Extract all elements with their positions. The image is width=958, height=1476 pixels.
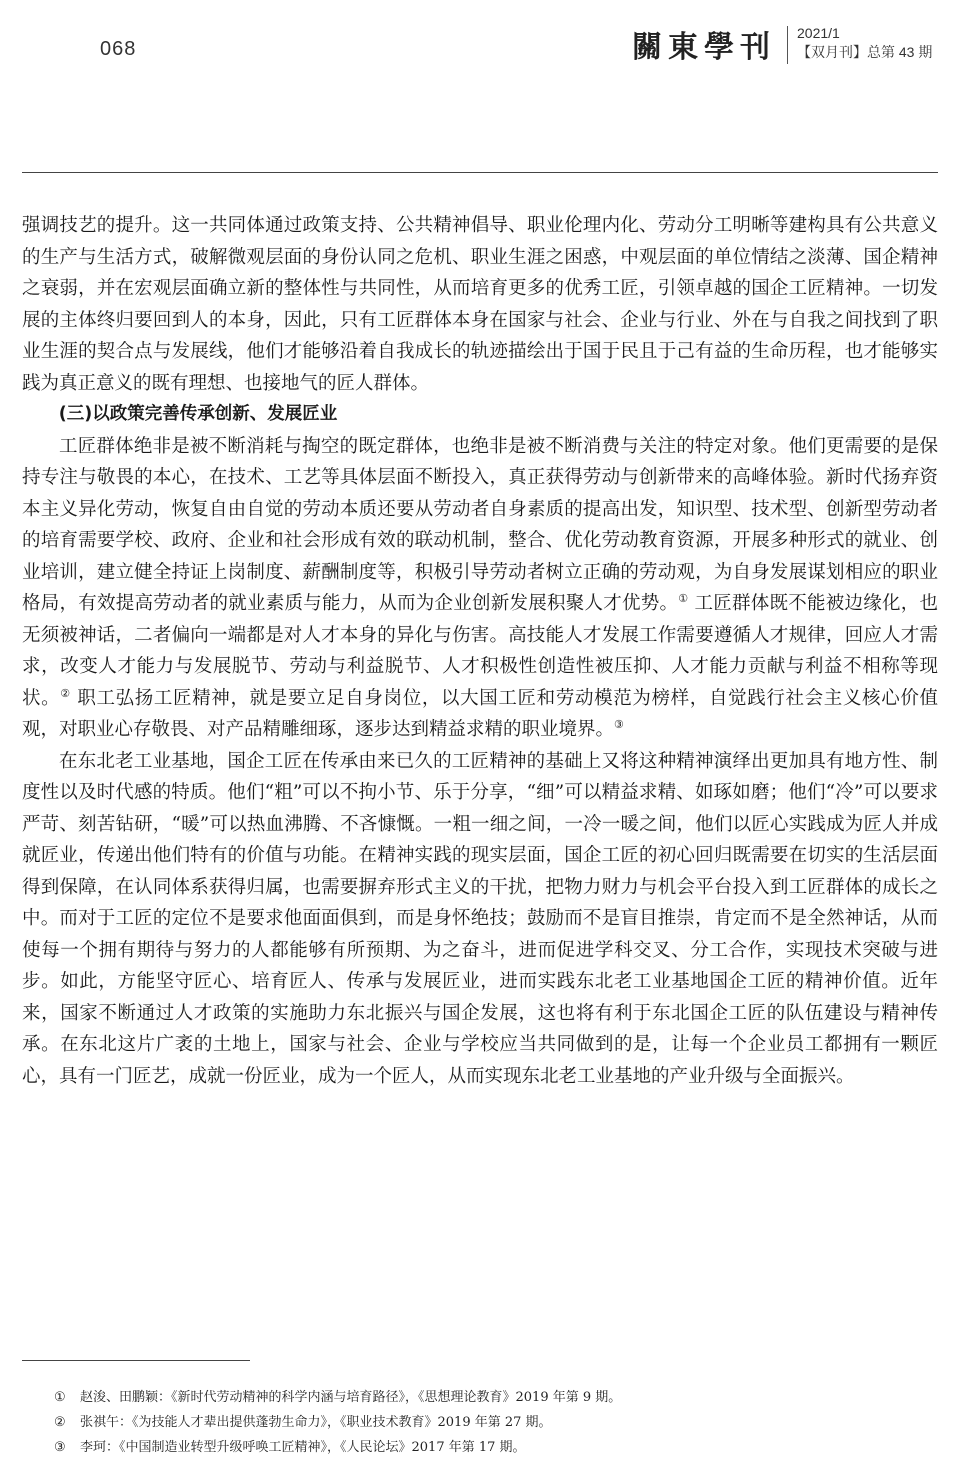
footnotes xyxy=(54,1385,934,1460)
footnote-text: 赵浚、田鹏颖：《新时代劳动精神的科学内涵与培育路径》，《思想理论教育》2019 年第 9 期。 xyxy=(80,1390,622,1405)
paragraph-2-part-a: 工匠群体绝非是被不断消耗与掏空的既定群体，也绝非是被不断消费与关注的特定对象。他们更需要的是保持专注与敬畏的本心，在技术、工艺等具体层面不断投入，真正获得劳动与创新带来的高峰体验。新时代扬弃资本主义异化劳动，恢复自由自觉的劳动本质还要从劳动者自身素质的提高出发，知识型、技术型、创新型劳动者的培育需要学校、政府、企业和社会形成有效的联动机制，整合、优化劳动教育资源，开展多种形式的就业、创业培训，建立健全持证上岗制度、薪酬制度等，积极引导劳动者树立正确的劳动观，为自身发展谋划相应的职业格局，有效提高劳动者的就业素质与能力，从而为企业创新发展积聚人才优势。 xyxy=(22,435,938,614)
journal-title: 關東學刊 xyxy=(632,30,776,65)
paragraph-3: 在东北老工业基地，国企工匠在传承由来已久的工匠精神的基础上又将这种精神演绎出更加具有地方性、制度性以及时代感的特质。他们“粗”可以不拘小节、乐于分享，“细”可以精益求精、如琢如磨；他们“冷”可以要求严苛、刻苦钻研，“暖”可以热血沸腾、不吝慷慨。一粗一细之间，一冷一暖之间，他们以匠心实践成为匠人并成就匠业，传递出他们特有的价值与功能。在精神实践的现实层面，国企工匠的初心回归既需要在切实的生活层面得到保障，在认同体系获得归属，也需要摒弃形式主义的干扰，把物力财力与机会平台投入到工匠群体的成长之中。而对于工匠的定位不是要求他面面俱到，而是身怀绝技；鼓励而不是盲目推崇，肯定而不是全然神话，从而使每一个拥有期待与努力的人都能够有所预期、为之奋斗，进而促进学科交叉、分工合作，实现技术突破与进步。如此，方能坚守匠心、培育匠人、传承与发展匠业，进而实践东北老工业基地国企工匠的精神价值。近年来，国家不断通过人才政策的实施助力东北振兴与国企发展，这也将有利于东北国企工匠的队伍建设与精神传承。在东北这片广袤的土地上，国家与社会、企业与学校应当共同做到的是，让每一个企业员工都拥有一颗匠心，具有一门匠艺，成就一份匠业，成为一个匠人，从而实现东北老工业基地的产业升级与全面振兴。 xyxy=(22,750,938,1087)
footnote-rule xyxy=(22,1360,250,1361)
footnote-text: 张祺午：《为技能人才辈出提供蓬勃生命力》，《职业技术教育》2019 年第 27 期。 xyxy=(80,1415,552,1430)
issue-year: 2021/1 xyxy=(797,25,840,41)
footnote-ref-3[interactable]: ③ xyxy=(614,717,624,731)
footnote-ref-2[interactable]: ② xyxy=(60,686,71,700)
issue-info xyxy=(797,24,932,62)
footnote-mark: ③ xyxy=(54,1440,66,1455)
issue-detail: 【双月刊】总第 43 期 xyxy=(797,44,933,60)
footnote-mark: ② xyxy=(54,1415,66,1430)
article-body xyxy=(22,210,938,1092)
footnote-3 xyxy=(54,1435,934,1460)
footnote-mark: ① xyxy=(54,1390,66,1405)
paragraph-1: 强调技艺的提升。这一共同体通过政策支持、公共精神倡导、职业伦理内化、劳动分工明晰等建构具有公共意义的生产与生活方式，破解微观层面的身份认同之危机、职业生涯之困惑，中观层面的单位情结之淡薄、国企精神之衰弱，并在宏观层面确立新的整体性与共同性，从而培育更多的优秀工匠，引领卓越的国企工匠精神。一切发展的主体终归要回到人的本身，因此，只有工匠群体本身在国家与社会、企业与行业、外在与自我之间找到了职业生涯的契合点与发展线，他们才能够沿着自我成长的轨迹描绘出于国于民且于己有益的生命历程，也才能够实践为真正意义的既有理想、也接地气的匠人群体。 xyxy=(22,215,938,394)
footnote-2 xyxy=(54,1410,934,1435)
footnote-ref-1[interactable]: ① xyxy=(678,591,689,605)
paragraph-2-part-c: 职工弘扬工匠精神，就是要立足自身岗位，以大国工匠和劳动模范为榜样，自觉践行社会主义核心价值观，对职业心存敬畏、对产品精雕细琢，逐步达到精益求精的职业境界。 xyxy=(22,687,938,740)
footnote-1 xyxy=(54,1385,934,1410)
footnote-text: 李珂：《中国制造业转型升级呼唤工匠精神》，《人民论坛》2017 年第 17 期。 xyxy=(80,1440,526,1455)
masthead-divider xyxy=(787,26,788,64)
section-heading: (三)以政策完善传承创新、发展匠业 xyxy=(58,404,338,424)
header-rule xyxy=(22,172,938,173)
paragraph-2 xyxy=(22,431,938,746)
page-number: 068 xyxy=(100,38,137,60)
paragraph-2-part-b: 工匠群体既不能被边缘化，也无须被神话，二者偏向一端都是对人才本身的异化与伤害。高技能人才发展工作需要遵循人才规律，回应人才需求，改变人才能力与发展脱节、劳动与利益脱节、人才积极性创造性被压抑、人才能力贡献与利益不相称等现状。 xyxy=(22,593,938,709)
